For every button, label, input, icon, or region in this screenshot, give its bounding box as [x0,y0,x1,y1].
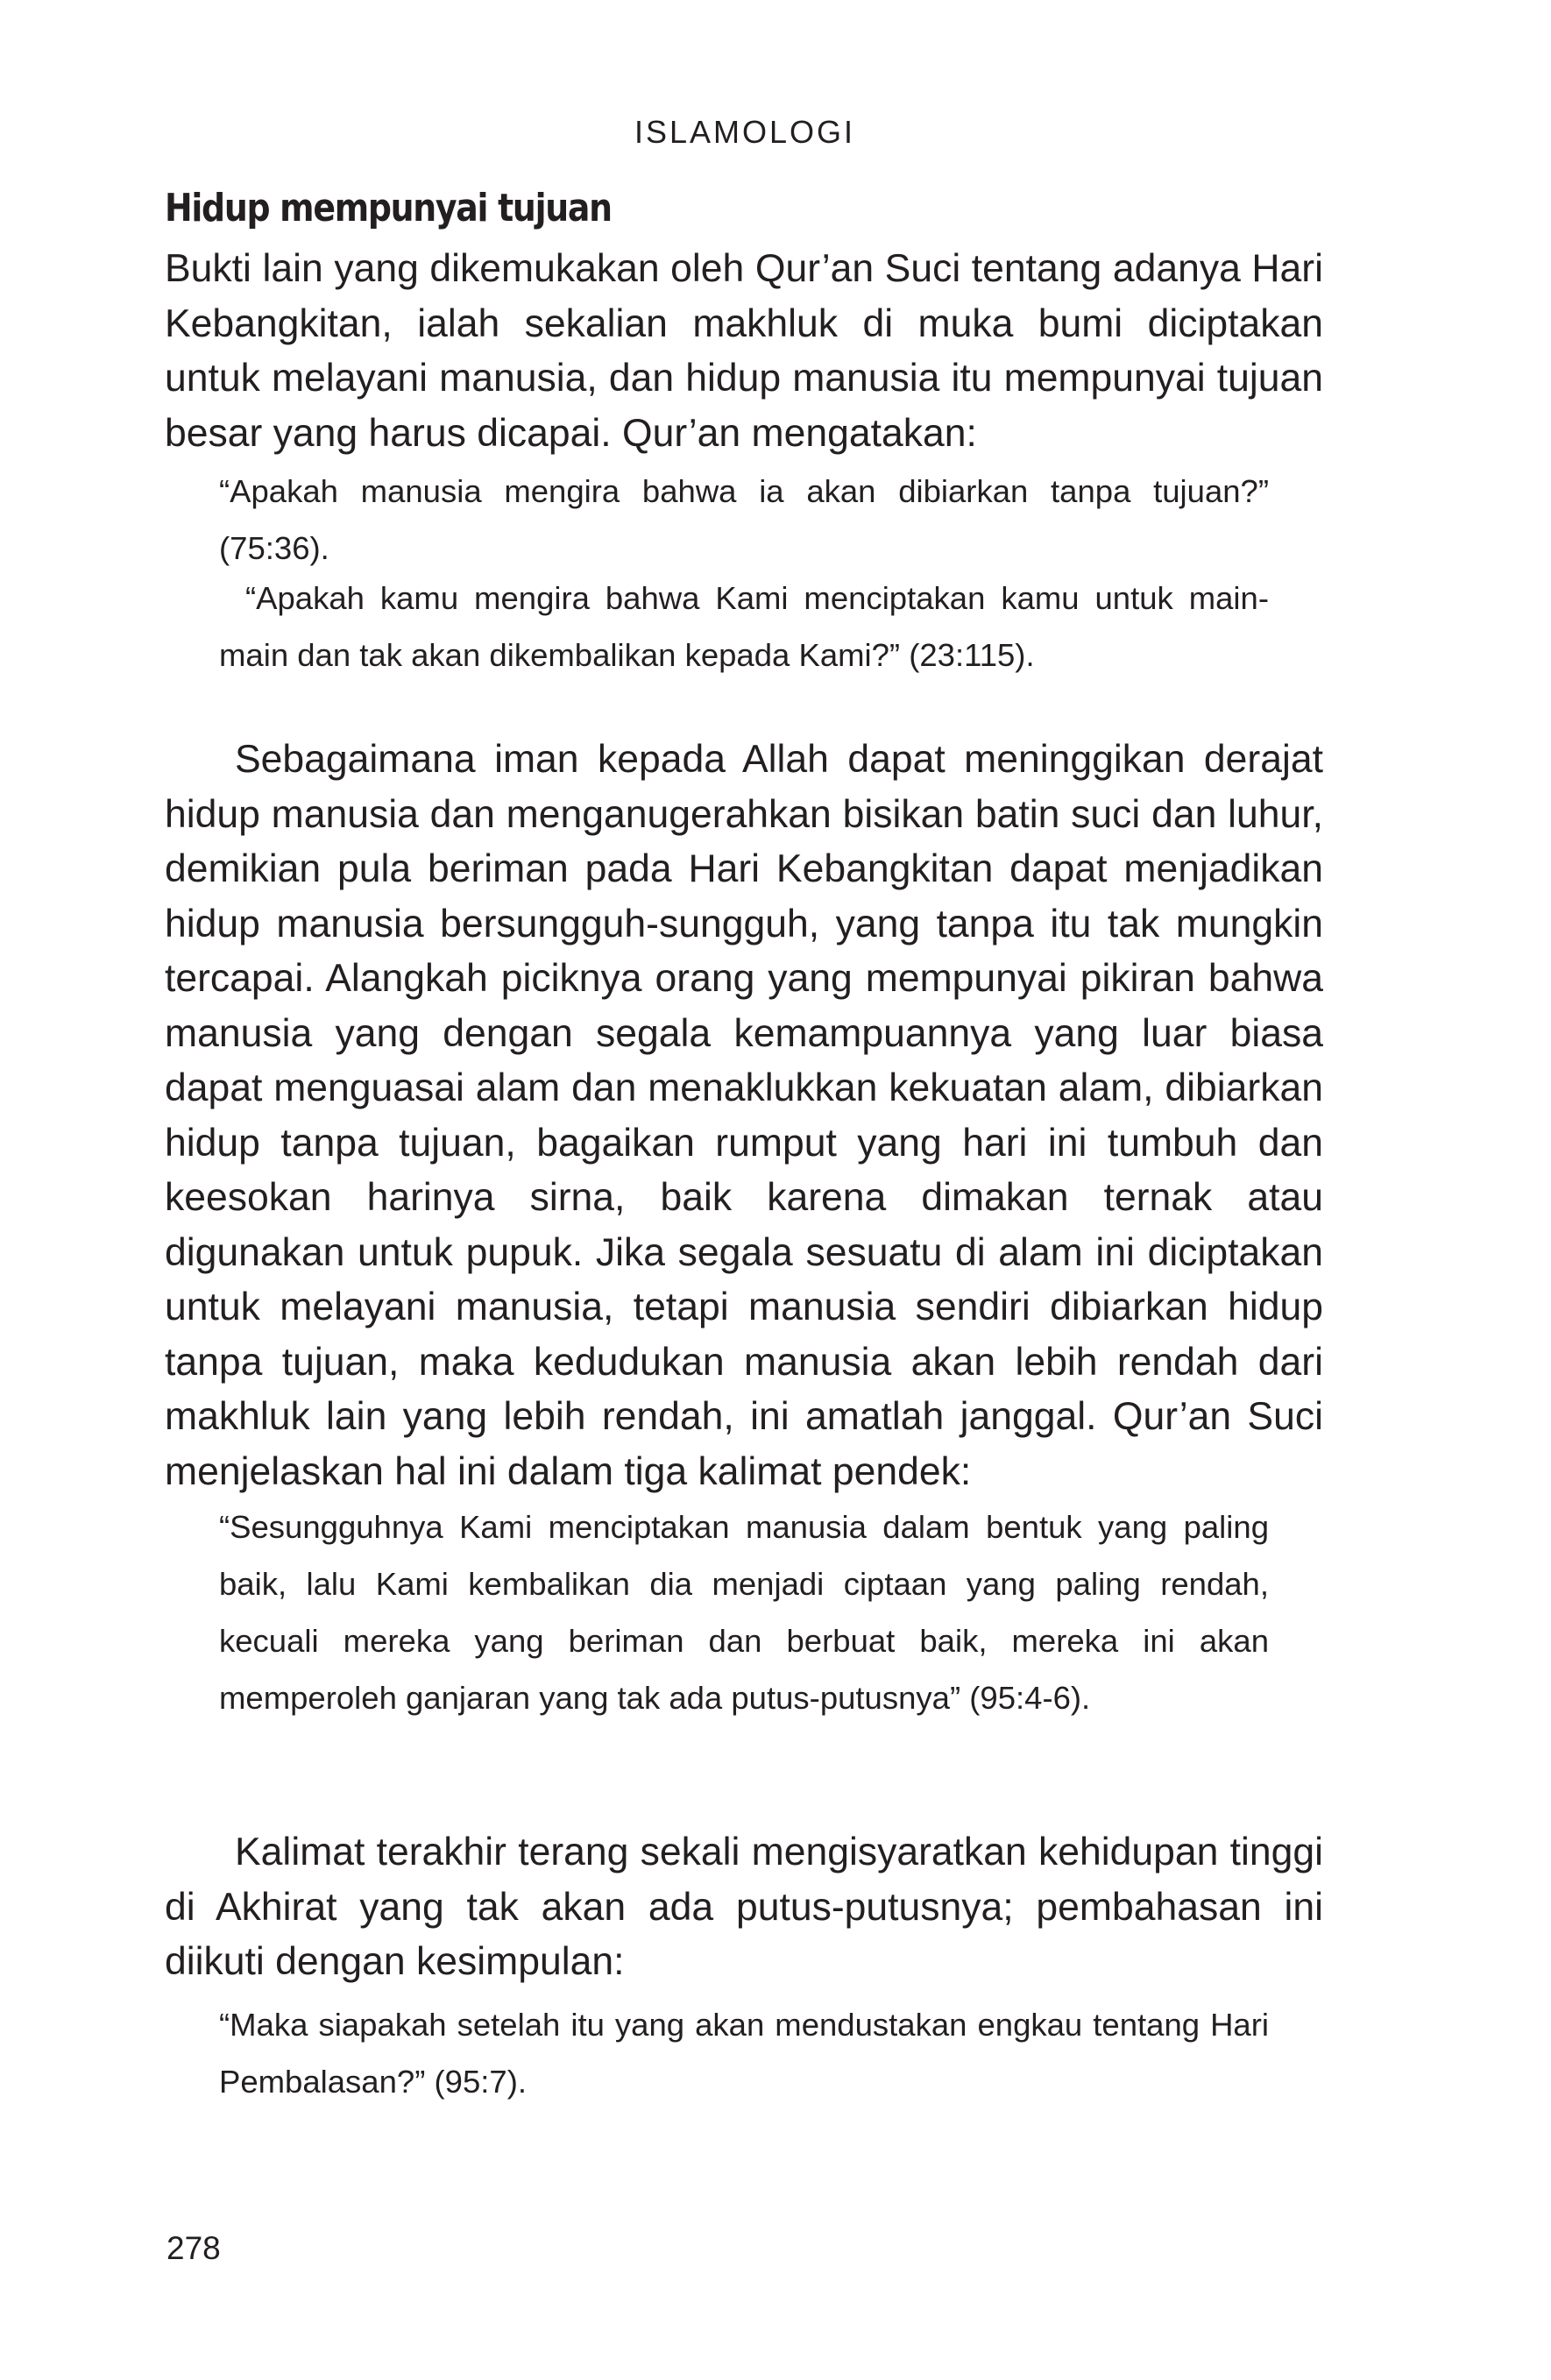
quote-75-36: “Apakah manusia mengira bahwa ia akan dibiarkan tanpa tujuan?” (75:36). [219,473,1269,566]
page-number: 278 [166,2230,221,2266]
quote-95-4-6: “Sesungguhnya Kami menciptakan manusia dalam bentuk yang paling baik, lalu Kami kembalikan dia menjadi ciptaan yang paling rendah, kecuali mereka yang beriman dan berbuat baik, mereka ini akan memperoleh ganjaran yang tak ada putus-putusnya” (95:4-6). [219,1509,1269,1716]
quote-95-7: “Maka siapakah setelah itu yang akan mendustakan engkau tentang Hari Pembalasan?” (95:7). [219,2007,1269,2100]
paragraph-conclusion: Kalimat terakhir terang sekali mengisyaratkan kehidupan tinggi di Akhirat yang tak akan ada putus-putusnya; pembahasan ini diikuti dengan kesimpulan: [165,1831,1323,1983]
section-heading: Hidup mempunyai tujuan [165,186,612,230]
paragraph-intro: Bukti lain yang dikemukakan oleh Qur’an Suci tentang adanya Hari Kebangkitan, ialah sekalian makhluk di muka bumi diciptakan untuk melayani manusia, dan hidup manusia itu mempunyai tujuan besar yang harus dicapai. Qur’an mengatakan: [165,247,1323,455]
running-head: ISLAMOLOGI [634,114,856,150]
paragraph-main: Sebagaimana iman kepada Allah dapat meninggikan derajat hidup manusia dan menganugerahkan bisikan batin suci dan luhur, demikian pula beriman pada Hari Kebangkitan dapat menjadikan hidup manusia bersungguh-sungguh, yang tanpa itu tak mungkin tercapai. Alangkah piciknya orang yang mempunyai pikiran bahwa manusia yang dengan segala kemampuannya yang luar biasa dapat menguasai alam dan menaklukkan kekuatan alam, dibiarkan hidup tanpa tujuan, bagaikan rumput yang hari ini tumbuh dan keesokan harinya sirna, baik karena dimakan ternak atau digunakan untuk pupuk. Jika segala sesuatu di alam ini diciptakan untuk melayani manusia, tetapi manusia sendiri dibiarkan hidup tanpa tujuan, maka kedudukan manusia akan lebih rendah dari makhluk lain yang lebih rendah, ini amatlah janggal. Qur’an Suci menjelaskan hal ini dalam tiga kalimat pendek: [165,738,1323,1493]
quote-23-115: “Apakah kamu mengira bahwa Kami menciptakan kamu untuk main-main dan tak akan dikembalikan kepada Kami?” (23:115). [219,580,1269,673]
